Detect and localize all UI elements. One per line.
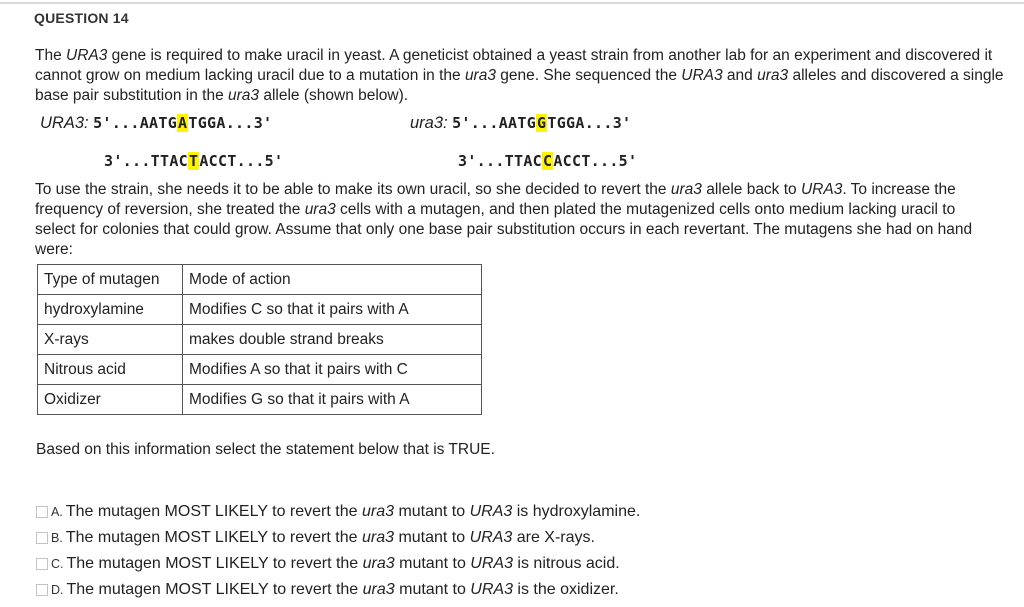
- top-divider: [0, 2, 1024, 4]
- option-b-checkbox[interactable]: [36, 532, 48, 544]
- gene-name: ura3: [228, 87, 260, 104]
- option-d-letter: D.: [51, 583, 64, 597]
- wildtype-label: URA3:: [40, 114, 89, 132]
- table-cell-mode: makes double strand breaks: [183, 325, 482, 355]
- option-a-checkbox[interactable]: [36, 506, 48, 518]
- mutant-top-highlight: G: [537, 114, 547, 132]
- text-segment: are X-rays.: [512, 529, 595, 546]
- gene-name: URA3: [681, 67, 723, 84]
- gene-name: ura3: [361, 529, 394, 546]
- text-segment: The mutagen MOST LIKELY to revert the: [66, 555, 363, 572]
- table-row: [38, 355, 482, 385]
- table-row: [38, 385, 482, 415]
- text-segment: is the oxidizer.: [512, 581, 619, 598]
- text-segment: alleles and discovered a single base pair substitution in the: [35, 67, 1004, 104]
- text-segment: The mutagen MOST LIKELY to revert the: [66, 581, 363, 598]
- answer-option-a[interactable]: [36, 503, 640, 521]
- text-segment: allele (shown below).: [259, 87, 409, 104]
- ura3-mutant-top-strand: [410, 114, 631, 133]
- text-segment: gene is required to make uracil in yeast. A geneticist obtained a yeast strain from another lab for an experiment and discovered it cannot grow on medium lacking uracil due to a mutation in the: [35, 47, 993, 84]
- table-row: [38, 325, 482, 355]
- answer-option-d[interactable]: [36, 581, 619, 599]
- gene-name: URA3: [470, 581, 513, 598]
- text-segment: allele back to: [701, 181, 801, 198]
- gene-name: ura3: [362, 581, 395, 598]
- mutant-label: ura3:: [410, 114, 448, 132]
- gene-name: ura3: [304, 201, 336, 218]
- gene-name: ura3: [757, 67, 789, 84]
- gene-name: URA3: [66, 47, 108, 64]
- text-segment: The: [35, 47, 67, 64]
- text-segment: mutant to: [394, 555, 471, 572]
- table-header-row: [38, 265, 482, 295]
- wildtype-top-highlight: A: [178, 114, 188, 132]
- text-segment: The mutagen MOST LIKELY to revert the: [65, 529, 362, 546]
- option-c-text: [67, 555, 620, 573]
- mutagen-table: [37, 264, 482, 415]
- option-a-letter: A.: [51, 505, 63, 519]
- option-c-checkbox[interactable]: [36, 558, 48, 570]
- option-a-text: [66, 503, 641, 521]
- ura3-wildtype-bottom-strand: [104, 152, 283, 171]
- mutant-top-sequence: 5'...AATGGTGGA...3': [452, 114, 632, 132]
- table-cell-mutagen: Oxidizer: [38, 385, 183, 415]
- text-segment: is hydroxylamine.: [512, 503, 641, 520]
- ura3-wildtype-top-strand: [40, 114, 272, 133]
- option-c-letter: C.: [51, 557, 64, 571]
- text-segment: mutant to: [394, 529, 470, 546]
- gene-name: ura3: [670, 181, 702, 198]
- table-row: [38, 295, 482, 325]
- gene-name: URA3: [470, 555, 513, 572]
- question-prompt: Based on this information select the statement below that is TRUE.: [36, 441, 495, 458]
- text-segment: is nitrous acid.: [512, 555, 620, 572]
- table-cell-mutagen: X-rays: [38, 325, 183, 355]
- option-d-text: [67, 581, 619, 599]
- option-b-letter: B.: [51, 531, 63, 545]
- gene-name: URA3: [800, 181, 843, 198]
- answer-option-c[interactable]: [36, 555, 620, 573]
- gene-name: ura3: [361, 503, 394, 520]
- gene-name: URA3: [469, 529, 513, 546]
- text-segment: mutant to: [394, 581, 471, 598]
- table-header-mutagen: Type of mutagen: [38, 265, 183, 295]
- option-d-checkbox[interactable]: [36, 584, 48, 596]
- ura3-mutant-bottom-strand: [458, 152, 637, 171]
- text-segment: and: [722, 67, 758, 84]
- text-segment: . To increase the frequency of reversion, she treated the: [35, 181, 956, 218]
- wildtype-bottom-sequence: 3'...TTACTACCT...5': [104, 152, 284, 170]
- gene-name: ura3: [464, 67, 496, 84]
- mutant-bottom-highlight: C: [542, 152, 553, 170]
- table-cell-mutagen: hydroxylamine: [38, 295, 183, 325]
- table-cell-mode: Modifies A so that it pairs with C: [183, 355, 482, 385]
- intro-paragraph: [35, 46, 1005, 106]
- wildtype-bottom-highlight: T: [188, 152, 199, 170]
- reversion-paragraph: [35, 180, 975, 260]
- text-segment: The mutagen MOST LIKELY to revert the: [65, 503, 362, 520]
- text-segment: cells with a mutagen, and then plated the mutagenized cells onto medium lacking uracil to select for colonies that could grow. Assume that only one base pair substitution occurs in each revertant. The mutagens she had on hand were:: [35, 201, 973, 258]
- text-segment: To use the strain, she needs it to be able to make its own uracil, so she decided to revert the: [35, 181, 671, 198]
- text-segment: mutant to: [394, 503, 470, 520]
- table-cell-mutagen: Nitrous acid: [38, 355, 183, 385]
- table-cell-mode: Modifies C so that it pairs with A: [183, 295, 482, 325]
- option-b-text: [66, 529, 595, 547]
- answer-option-b[interactable]: [36, 529, 595, 547]
- table-header-mode: Mode of action: [183, 265, 482, 295]
- wildtype-top-sequence: 5'...AATGATGGA...3': [93, 114, 273, 132]
- gene-name: URA3: [469, 503, 513, 520]
- gene-name: ura3: [362, 555, 395, 572]
- table-cell-mode: Modifies G so that it pairs with A: [183, 385, 482, 415]
- mutant-bottom-sequence: 3'...TTACCACCT...5': [458, 152, 638, 170]
- question-title: QUESTION 14: [34, 10, 129, 26]
- text-segment: gene. She sequenced the: [495, 67, 682, 84]
